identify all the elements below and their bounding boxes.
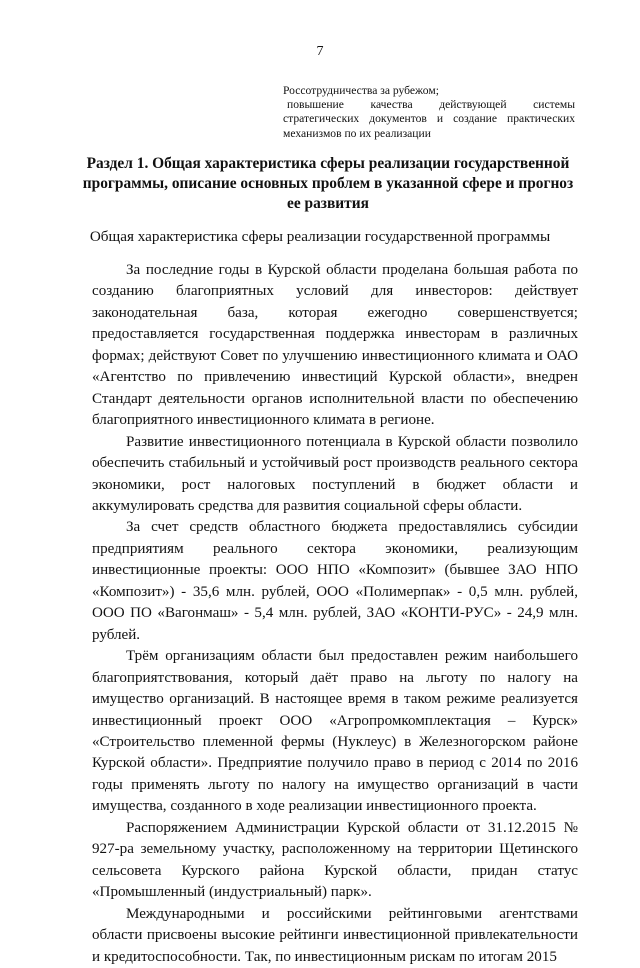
continued-list-line: Россотрудничества за рубежом; — [283, 84, 439, 97]
paragraph: За счет средств областного бюджета предоставлялись субсидии предприятиям реального сектора экономики, реализующим инвестиционные проекты: ООО НПО «Композит» (бывшее ЗАО НПО «Композит») - 35,6 млн. рублей, ООО «Полимерпак» - 0,5 млн. рублей, ООО ПО «Вагонмаш» - 5,4 млн. рублей, ЗАО «КОНТИ-РУС» - 24,9 млн. рублей. — [92, 519, 578, 643]
paragraph: За последние годы в Курской области проделана большая работа по созданию благоприятных условий для инвесторов: действует законодательная база, которая ежегодно совершенствуется; предоставляется государственная поддержка инвесторам в различных формах; действуют Совет по улучшению инвестиционного климата и ОАО «Агентство по привлечению инвестиций Курской области», внедрен Стандарт деятельности органов исполнительной власти по обеспечению благоприятного инвестиционного климата в регионе. — [92, 262, 578, 429]
continued-list — [283, 84, 575, 141]
paragraph: Трём организациям области был предоставлен режим наибольшего благоприятствования, который даёт право на льготу по налогу на имущество организаций. В настоящее время в таком режиме реализуется инвестиционный проект ООО «Агропромкомплектация – Курск» «Строительство племенной фермы (Нуклеус) в Железногорском районе Курской области». Предприятие получило право в период с 2014 по 2016 годы применять льготу по налогу на имущество организаций в части имущества, созданного в ходе реализации инвестиционного проекта. — [92, 648, 578, 815]
paragraph: Распоряжением Администрации Курской области от 31.12.2015 № 927-ра земельному участку, расположенному на территории Щетинского сельсовета Курского района Курской области, придан статус «Промышленный (индустриальный) парк». — [92, 819, 578, 901]
section-subheading: Общая характеристика сферы реализации государственной программы — [89, 228, 551, 245]
section-heading: Раздел 1. Общая характеристика сферы реализации государственной программы, описание основных проблем в указанной сфере и прогноз ее развития — [82, 155, 574, 212]
page-number: 7 — [316, 44, 324, 59]
body-text — [92, 260, 578, 968]
continued-list-item: повышение качества действующей системы стратегических документов и создание практических механизмов по их реализации — [283, 98, 575, 140]
paragraph: Международными и российскими рейтинговыми агентствами области присвоены высокие рейтинги инвестиционной привлекательности и кредитоспособности. Так, по инвестиционным рискам по итогам 2015 — [92, 905, 578, 965]
paragraph: Развитие инвестиционного потенциала в Курской области позволило обеспечить стабильный и устойчивый рост производств реального сектора экономики, рост налоговых поступлений в бюджет области и аккумулировать средства для развития социальной сферы области. — [92, 433, 578, 514]
